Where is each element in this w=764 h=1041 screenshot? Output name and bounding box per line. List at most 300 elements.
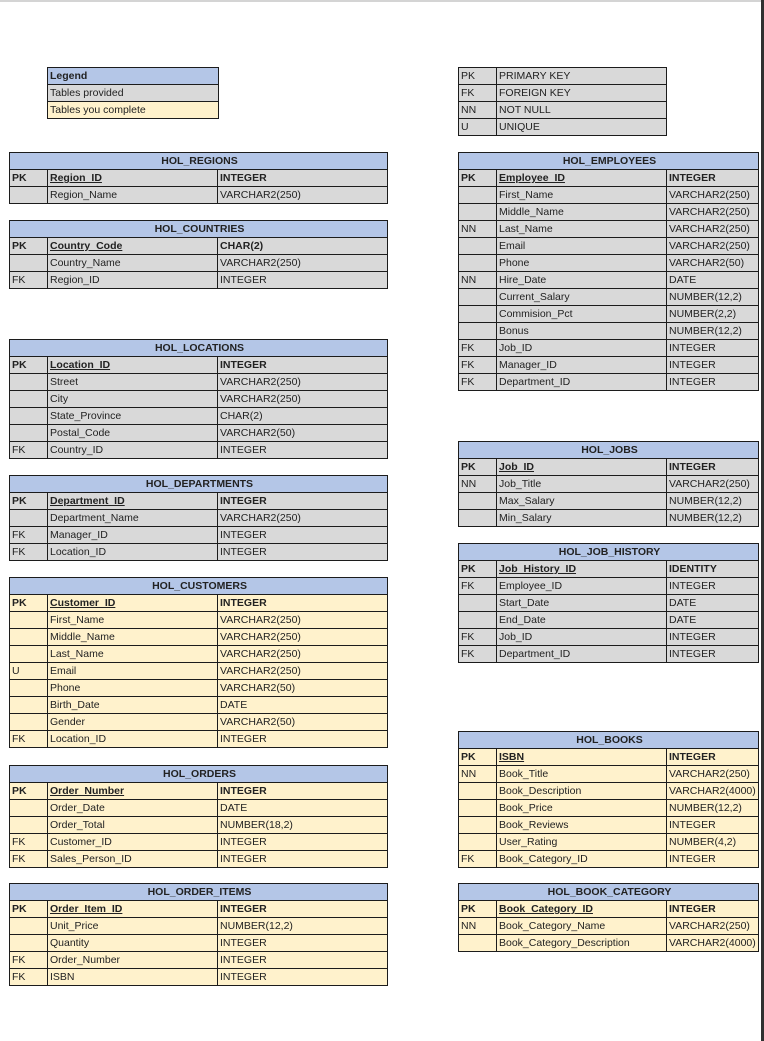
column-name-cell: Book_Category_Name	[497, 918, 667, 935]
table-hol-books	[458, 731, 759, 868]
table-title: HOL_COUNTRIES	[10, 221, 388, 238]
table-row	[10, 170, 388, 187]
data-type-cell: DATE	[218, 697, 388, 714]
table-row	[10, 544, 388, 561]
key-cell: FK	[459, 851, 497, 868]
key-cell	[459, 493, 497, 510]
table-row	[10, 646, 388, 663]
key-cell	[10, 714, 48, 731]
data-type-cell: VARCHAR2(4000)	[667, 935, 759, 952]
column-name-cell: Department_ID	[497, 374, 667, 391]
column-name-cell: ISBN	[497, 749, 667, 766]
key-cell: FK	[459, 357, 497, 374]
key-cell	[10, 510, 48, 527]
table-row	[10, 834, 388, 851]
key-abbr: NN	[459, 102, 497, 119]
table-row	[459, 221, 759, 238]
table-row	[459, 340, 759, 357]
table-row	[459, 187, 759, 204]
data-type-cell: VARCHAR2(250)	[667, 476, 759, 493]
column-name-cell: Postal_Code	[48, 425, 218, 442]
table-row	[10, 680, 388, 697]
data-type-cell: INTEGER	[218, 952, 388, 969]
data-type-cell: NUMBER(12,2)	[667, 800, 759, 817]
data-type-cell: NUMBER(12,2)	[667, 493, 759, 510]
column-name-cell: Start_Date	[497, 595, 667, 612]
table-row	[10, 969, 388, 986]
column-name-cell: Bonus	[497, 323, 667, 340]
key-cell	[459, 204, 497, 221]
column-name-cell: Birth_Date	[48, 697, 218, 714]
table-row	[459, 612, 759, 629]
key-cell: NN	[459, 272, 497, 289]
data-type-cell: DATE	[667, 595, 759, 612]
key-cell	[459, 238, 497, 255]
key-cell: FK	[459, 578, 497, 595]
table-hol-book-category	[458, 883, 759, 952]
table-hol-regions	[9, 152, 388, 204]
data-type-cell: VARCHAR2(250)	[667, 238, 759, 255]
key-cell	[459, 510, 497, 527]
legend-table	[47, 67, 219, 119]
data-type-cell: IDENTITY	[667, 561, 759, 578]
key-cell	[459, 935, 497, 952]
data-type-cell: CHAR(2)	[218, 238, 388, 255]
key-cell: FK	[10, 834, 48, 851]
column-name-cell: First_Name	[48, 612, 218, 629]
key-cell	[10, 680, 48, 697]
column-name-cell: User_Rating	[497, 834, 667, 851]
key-cell: PK	[10, 238, 48, 255]
table-title: HOL_BOOK_CATEGORY	[459, 884, 759, 901]
key-cell: PK	[10, 493, 48, 510]
data-type-cell: INTEGER	[218, 595, 388, 612]
table-title: HOL_ORDERS	[10, 766, 388, 783]
table-row	[10, 391, 388, 408]
column-name-cell: Customer_ID	[48, 834, 218, 851]
key-cell: FK	[459, 340, 497, 357]
table-row	[10, 272, 388, 289]
key-cell	[459, 187, 497, 204]
key-cell	[10, 255, 48, 272]
data-type-cell: VARCHAR2(250)	[667, 187, 759, 204]
table-row	[459, 255, 759, 272]
key-abbr: FK	[459, 85, 497, 102]
table-row	[459, 749, 759, 766]
table-row	[459, 629, 759, 646]
data-type-cell: VARCHAR2(4000)	[667, 783, 759, 800]
table-title: HOL_BOOKS	[459, 732, 759, 749]
table-row	[459, 374, 759, 391]
table-row	[459, 459, 759, 476]
table-row	[459, 918, 759, 935]
data-type-cell: INTEGER	[218, 935, 388, 952]
key-cell: FK	[459, 629, 497, 646]
table-hol-countries	[9, 220, 388, 289]
data-type-cell: INTEGER	[218, 834, 388, 851]
data-type-cell: VARCHAR2(250)	[218, 374, 388, 391]
data-type-cell: VARCHAR2(50)	[667, 255, 759, 272]
column-name-cell: Book_Price	[497, 800, 667, 817]
data-type-cell: INTEGER	[218, 442, 388, 459]
column-name-cell: Quantity	[48, 935, 218, 952]
table-row	[459, 595, 759, 612]
table-hol-customers	[9, 577, 388, 748]
column-name-cell: Order_Total	[48, 817, 218, 834]
table-row	[10, 442, 388, 459]
data-type-cell: INTEGER	[667, 374, 759, 391]
column-name-cell: Country_Name	[48, 255, 218, 272]
table-row	[10, 901, 388, 918]
column-name-cell: Manager_ID	[48, 527, 218, 544]
table-row	[459, 817, 759, 834]
data-type-cell: VARCHAR2(250)	[667, 766, 759, 783]
data-type-cell: INTEGER	[218, 901, 388, 918]
key-cell: FK	[10, 851, 48, 868]
key-cell	[459, 783, 497, 800]
column-name-cell: Gender	[48, 714, 218, 731]
table-row	[459, 800, 759, 817]
key-cell	[459, 306, 497, 323]
table-row	[10, 408, 388, 425]
column-name-cell: Job_ID	[497, 459, 667, 476]
column-name-cell: Job_Title	[497, 476, 667, 493]
key-cell	[459, 323, 497, 340]
key-cell: PK	[10, 783, 48, 800]
data-type-cell: INTEGER	[218, 170, 388, 187]
key-cell: U	[10, 663, 48, 680]
data-type-cell: VARCHAR2(250)	[667, 918, 759, 935]
data-type-cell: NUMBER(4,2)	[667, 834, 759, 851]
table-row	[459, 170, 759, 187]
key-cell	[459, 817, 497, 834]
table-row	[10, 425, 388, 442]
data-type-cell: INTEGER	[667, 357, 759, 374]
column-name-cell: Employee_ID	[497, 170, 667, 187]
data-type-cell: NUMBER(12,2)	[667, 323, 759, 340]
table-hol-employees	[458, 152, 759, 391]
data-type-cell: VARCHAR2(250)	[218, 612, 388, 629]
key-cell: PK	[10, 901, 48, 918]
data-type-cell: INTEGER	[218, 731, 388, 748]
column-name-cell: Employee_ID	[497, 578, 667, 595]
data-type-cell: INTEGER	[667, 817, 759, 834]
key-cell: NN	[459, 476, 497, 493]
key-cell	[10, 425, 48, 442]
data-type-cell: INTEGER	[667, 749, 759, 766]
data-type-cell: VARCHAR2(50)	[218, 714, 388, 731]
table-row	[459, 935, 759, 952]
key-meaning: PRIMARY KEY	[497, 68, 667, 85]
table-row	[459, 510, 759, 527]
table-row	[10, 255, 388, 272]
table-title: HOL_DEPARTMENTS	[10, 476, 388, 493]
key-cell	[10, 374, 48, 391]
data-type-cell: INTEGER	[218, 493, 388, 510]
data-type-cell: INTEGER	[667, 578, 759, 595]
column-name-cell: End_Date	[497, 612, 667, 629]
table-hol-job-history	[458, 543, 759, 663]
legend-provided: Tables provided	[48, 85, 219, 102]
data-type-cell: INTEGER	[218, 272, 388, 289]
column-name-cell: Email	[497, 238, 667, 255]
column-name-cell: State_Province	[48, 408, 218, 425]
column-name-cell: Sales_Person_ID	[48, 851, 218, 868]
table-row	[459, 493, 759, 510]
column-name-cell: Commision_Pct	[497, 306, 667, 323]
key-cell	[10, 935, 48, 952]
table-row	[10, 629, 388, 646]
table-title: HOL_JOB_HISTORY	[459, 544, 759, 561]
key-cell: PK	[10, 595, 48, 612]
key-cell	[10, 612, 48, 629]
data-type-cell: INTEGER	[218, 969, 388, 986]
data-type-cell: VARCHAR2(250)	[667, 204, 759, 221]
key-cell	[10, 629, 48, 646]
table-row	[459, 306, 759, 323]
table-row	[459, 357, 759, 374]
column-name-cell: Order_Date	[48, 800, 218, 817]
table-row	[10, 663, 388, 680]
key-meaning: FOREIGN KEY	[497, 85, 667, 102]
column-name-cell: Region_ID	[48, 272, 218, 289]
data-type-cell: VARCHAR2(250)	[218, 646, 388, 663]
column-name-cell: Last_Name	[48, 646, 218, 663]
table-row	[459, 851, 759, 868]
data-type-cell: VARCHAR2(250)	[218, 629, 388, 646]
column-name-cell: Phone	[48, 680, 218, 697]
data-type-cell: VARCHAR2(250)	[218, 255, 388, 272]
key-cell	[10, 800, 48, 817]
table-row	[459, 646, 759, 663]
table-row	[10, 697, 388, 714]
table-hol-jobs	[458, 441, 759, 527]
key-meaning: NOT NULL	[497, 102, 667, 119]
key-cell: NN	[459, 766, 497, 783]
table-row	[10, 595, 388, 612]
column-name-cell: Last_Name	[497, 221, 667, 238]
data-type-cell: VARCHAR2(250)	[218, 663, 388, 680]
key-cell	[10, 187, 48, 204]
data-type-cell: NUMBER(18,2)	[218, 817, 388, 834]
table-row	[459, 289, 759, 306]
table-hol-order-items	[9, 883, 388, 986]
key-cell: FK	[10, 442, 48, 459]
key-cell: FK	[10, 952, 48, 969]
column-name-cell: Phone	[497, 255, 667, 272]
data-type-cell: INTEGER	[218, 851, 388, 868]
key-cell: PK	[459, 901, 497, 918]
table-row	[459, 204, 759, 221]
table-row	[10, 714, 388, 731]
table-row	[10, 510, 388, 527]
table-row	[10, 800, 388, 817]
column-name-cell: Country_Code	[48, 238, 218, 255]
column-name-cell: Order_Item_ID	[48, 901, 218, 918]
data-type-cell: INTEGER	[667, 170, 759, 187]
key-cell	[10, 697, 48, 714]
key-cell	[10, 408, 48, 425]
column-name-cell: City	[48, 391, 218, 408]
legend-title: Legend	[48, 68, 219, 85]
column-name-cell: First_Name	[497, 187, 667, 204]
column-name-cell: Book_Reviews	[497, 817, 667, 834]
column-name-cell: Order_Number	[48, 952, 218, 969]
column-name-cell: Location_ID	[48, 731, 218, 748]
column-name-cell: Book_Description	[497, 783, 667, 800]
key-cell	[459, 289, 497, 306]
table-hol-locations	[9, 339, 388, 459]
data-type-cell: INTEGER	[667, 901, 759, 918]
data-type-cell: CHAR(2)	[218, 408, 388, 425]
data-type-cell: INTEGER	[667, 629, 759, 646]
key-cell	[459, 595, 497, 612]
table-row	[459, 238, 759, 255]
data-type-cell: DATE	[667, 612, 759, 629]
key-cell: PK	[459, 561, 497, 578]
table-row	[10, 935, 388, 952]
column-name-cell: Order_Number	[48, 783, 218, 800]
table-title: HOL_CUSTOMERS	[10, 578, 388, 595]
table-row	[459, 901, 759, 918]
key-cell	[459, 255, 497, 272]
key-cell: PK	[459, 459, 497, 476]
table-row	[10, 918, 388, 935]
data-type-cell: INTEGER	[218, 783, 388, 800]
data-type-cell: INTEGER	[218, 544, 388, 561]
column-name-cell: Customer_ID	[48, 595, 218, 612]
table-row	[10, 374, 388, 391]
column-name-cell: Region_Name	[48, 187, 218, 204]
key-cell: FK	[10, 272, 48, 289]
data-type-cell: NUMBER(2,2)	[667, 306, 759, 323]
column-name-cell: Job_History_ID	[497, 561, 667, 578]
top-border	[0, 0, 764, 2]
data-type-cell: INTEGER	[218, 357, 388, 374]
key-meaning: UNIQUE	[497, 119, 667, 136]
column-name-cell: Department_ID	[497, 646, 667, 663]
column-name-cell: Max_Salary	[497, 493, 667, 510]
data-type-cell: INTEGER	[218, 527, 388, 544]
table-title: HOL_ORDER_ITEMS	[10, 884, 388, 901]
table-row	[459, 834, 759, 851]
table-row	[10, 817, 388, 834]
table-title: HOL_REGIONS	[10, 153, 388, 170]
column-name-cell: Book_Category_ID	[497, 851, 667, 868]
table-row	[10, 357, 388, 374]
column-name-cell: Job_ID	[497, 629, 667, 646]
data-type-cell: NUMBER(12,2)	[667, 510, 759, 527]
key-cell: PK	[10, 357, 48, 374]
data-type-cell: DATE	[667, 272, 759, 289]
key-cell	[10, 817, 48, 834]
column-name-cell: Department_Name	[48, 510, 218, 527]
legend-complete: Tables you complete	[48, 102, 219, 119]
data-type-cell: VARCHAR2(250)	[667, 221, 759, 238]
key-cell	[459, 800, 497, 817]
table-row	[459, 783, 759, 800]
table-row	[10, 187, 388, 204]
column-name-cell: Country_ID	[48, 442, 218, 459]
table-row	[10, 851, 388, 868]
key-cell: NN	[459, 221, 497, 238]
key-cell	[10, 391, 48, 408]
data-type-cell: VARCHAR2(250)	[218, 187, 388, 204]
table-row	[459, 766, 759, 783]
data-type-cell: DATE	[218, 800, 388, 817]
key-cell	[10, 918, 48, 935]
table-hol-departments	[9, 475, 388, 561]
key-cell	[459, 834, 497, 851]
column-name-cell: Min_Salary	[497, 510, 667, 527]
column-name-cell: Department_ID	[48, 493, 218, 510]
key-cell: FK	[10, 544, 48, 561]
table-row	[459, 272, 759, 289]
key-abbr: U	[459, 119, 497, 136]
column-name-cell: Region_ID	[48, 170, 218, 187]
column-name-cell: Book_Category_Description	[497, 935, 667, 952]
table-row	[459, 476, 759, 493]
column-name-cell: Location_ID	[48, 357, 218, 374]
table-row	[459, 323, 759, 340]
table-row	[10, 783, 388, 800]
table-title: HOL_JOBS	[459, 442, 759, 459]
key-cell: FK	[459, 374, 497, 391]
column-name-cell: Hire_Date	[497, 272, 667, 289]
key-cell: NN	[459, 918, 497, 935]
column-name-cell: Current_Salary	[497, 289, 667, 306]
column-name-cell: Middle_Name	[497, 204, 667, 221]
column-name-cell: Book_Title	[497, 766, 667, 783]
table-row	[10, 238, 388, 255]
column-name-cell: Middle_Name	[48, 629, 218, 646]
data-type-cell: INTEGER	[667, 646, 759, 663]
table-hol-orders	[9, 765, 388, 868]
column-name-cell: Location_ID	[48, 544, 218, 561]
column-name-cell: Manager_ID	[497, 357, 667, 374]
key-cell: FK	[10, 527, 48, 544]
data-type-cell: VARCHAR2(250)	[218, 391, 388, 408]
column-name-cell: ISBN	[48, 969, 218, 986]
data-type-cell: VARCHAR2(50)	[218, 680, 388, 697]
key-cell	[459, 612, 497, 629]
table-row	[10, 952, 388, 969]
data-type-cell: VARCHAR2(50)	[218, 425, 388, 442]
column-name-cell: Unit_Price	[48, 918, 218, 935]
column-name-cell: Email	[48, 663, 218, 680]
column-name-cell: Book_Category_ID	[497, 901, 667, 918]
key-cell	[10, 646, 48, 663]
table-row	[459, 578, 759, 595]
table-title: HOL_EMPLOYEES	[459, 153, 759, 170]
table-row	[10, 612, 388, 629]
key-cell: PK	[459, 170, 497, 187]
data-type-cell: INTEGER	[667, 851, 759, 868]
key-cell: FK	[10, 731, 48, 748]
key-cell: FK	[10, 969, 48, 986]
key-abbr: PK	[459, 68, 497, 85]
column-name-cell: Street	[48, 374, 218, 391]
key-legend-table	[458, 67, 667, 136]
data-type-cell: NUMBER(12,2)	[218, 918, 388, 935]
key-cell: PK	[10, 170, 48, 187]
table-title: HOL_LOCATIONS	[10, 340, 388, 357]
column-name-cell: Job_ID	[497, 340, 667, 357]
data-type-cell: INTEGER	[667, 340, 759, 357]
data-type-cell: INTEGER	[667, 459, 759, 476]
key-cell: PK	[459, 749, 497, 766]
data-type-cell: VARCHAR2(250)	[218, 510, 388, 527]
